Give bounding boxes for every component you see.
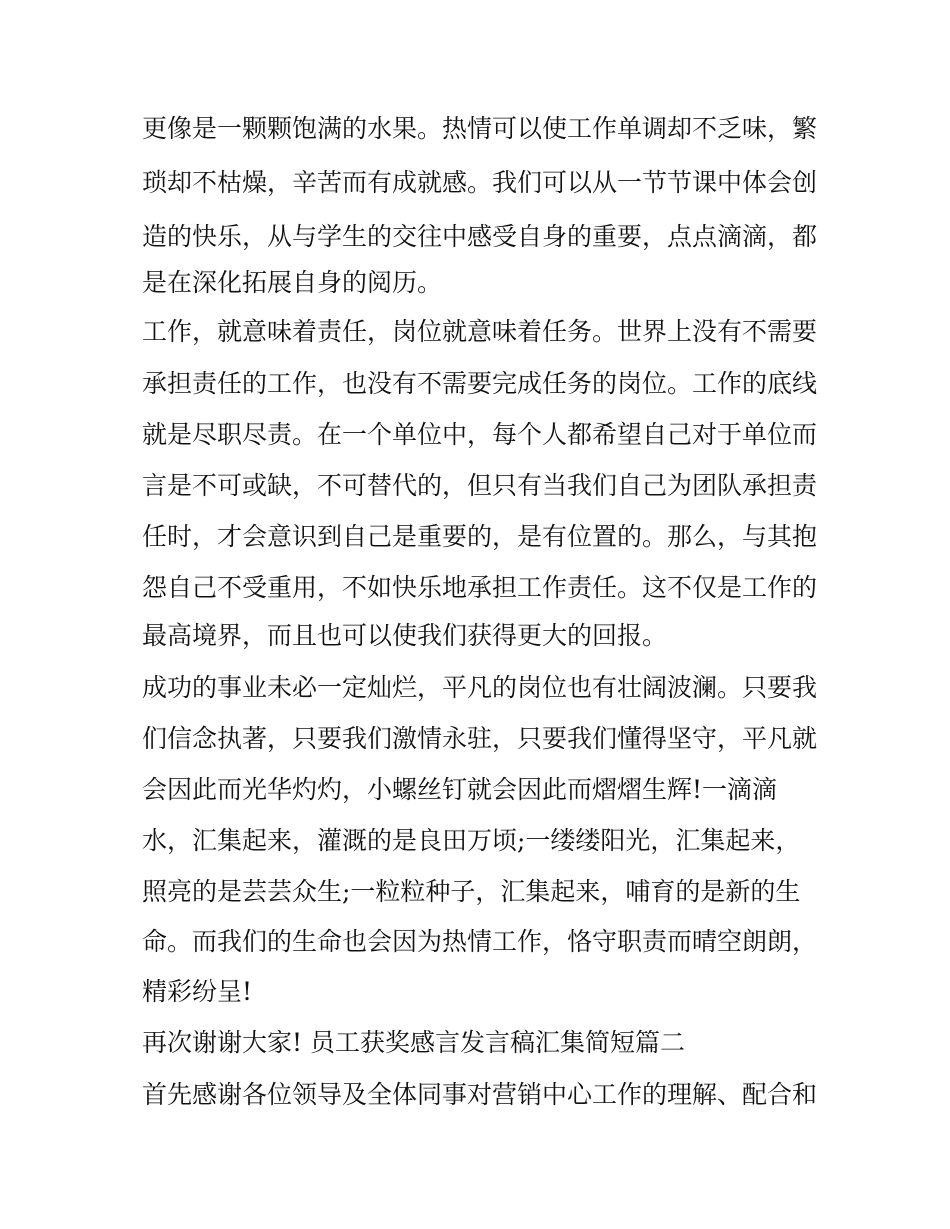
text-line: 最高境界，而且也可以使我们获得更大的回报。 xyxy=(142,621,668,650)
text-line: 任时，才会意识到自己是重要的，是有位置的。那么，与其抱 xyxy=(142,522,818,551)
section-heading: 再次谢谢大家! 员工获奖感言发言稿汇集简短篇二 xyxy=(142,1028,685,1057)
text-line: 就是尽职尽责。在一个单位中，每个人都希望自己对于单位而 xyxy=(142,420,818,449)
text-line: 更像是一颗颗饱满的水果。热情可以使工作单调却不乏味，繁 xyxy=(142,114,818,143)
text-line: 工作，就意味着责任，岗位就意味着任务。世界上没有不需要 xyxy=(142,317,818,346)
text-line: 承担责任的工作，也没有不需要完成任务的岗位。工作的底线 xyxy=(142,369,818,398)
text-line: 造的快乐，从与学生的交往中感受自身的重要，点点滴滴，都 xyxy=(142,222,818,251)
text-line: 成功的事业未必一定灿烂，平凡的岗位也有壮阔波澜。只要我 xyxy=(142,673,818,702)
text-line: 命。而我们的生命也会因为热情工作，恪守职责而晴空朗朗， xyxy=(142,927,818,956)
text-line: 是在深化拓展自身的阅历。 xyxy=(142,268,443,297)
text-line: 首先感谢各位领导及全体同事对营销中心工作的理解、配合和 xyxy=(142,1080,818,1109)
text-line: 照亮的是芸芸众生;一粒粒种子，汇集起来，哺育的是新的生 xyxy=(142,877,801,906)
text-line: 琐却不枯燥，辛苦而有成就感。我们可以从一节节课中体会创 xyxy=(142,168,818,197)
text-line: 会因此而光华灼灼，小螺丝钉就会因此而熠熠生辉!一滴滴 xyxy=(142,775,778,804)
text-line: 怨自己不受重用，不如快乐地承担工作责任。这不仅是工作的 xyxy=(142,573,818,602)
text-line: 们信念执著，只要我们激情永驻，只要我们懂得坚守，平凡就 xyxy=(142,724,818,753)
text-line: 精彩纷呈! xyxy=(142,977,253,1006)
text-line: 水，汇集起来，灌溉的是良田万顷;一缕缕阳光，汇集起来， xyxy=(142,826,801,855)
text-line: 言是不可或缺，不可替代的，但只有当我们自己为团队承担责 xyxy=(142,471,818,500)
